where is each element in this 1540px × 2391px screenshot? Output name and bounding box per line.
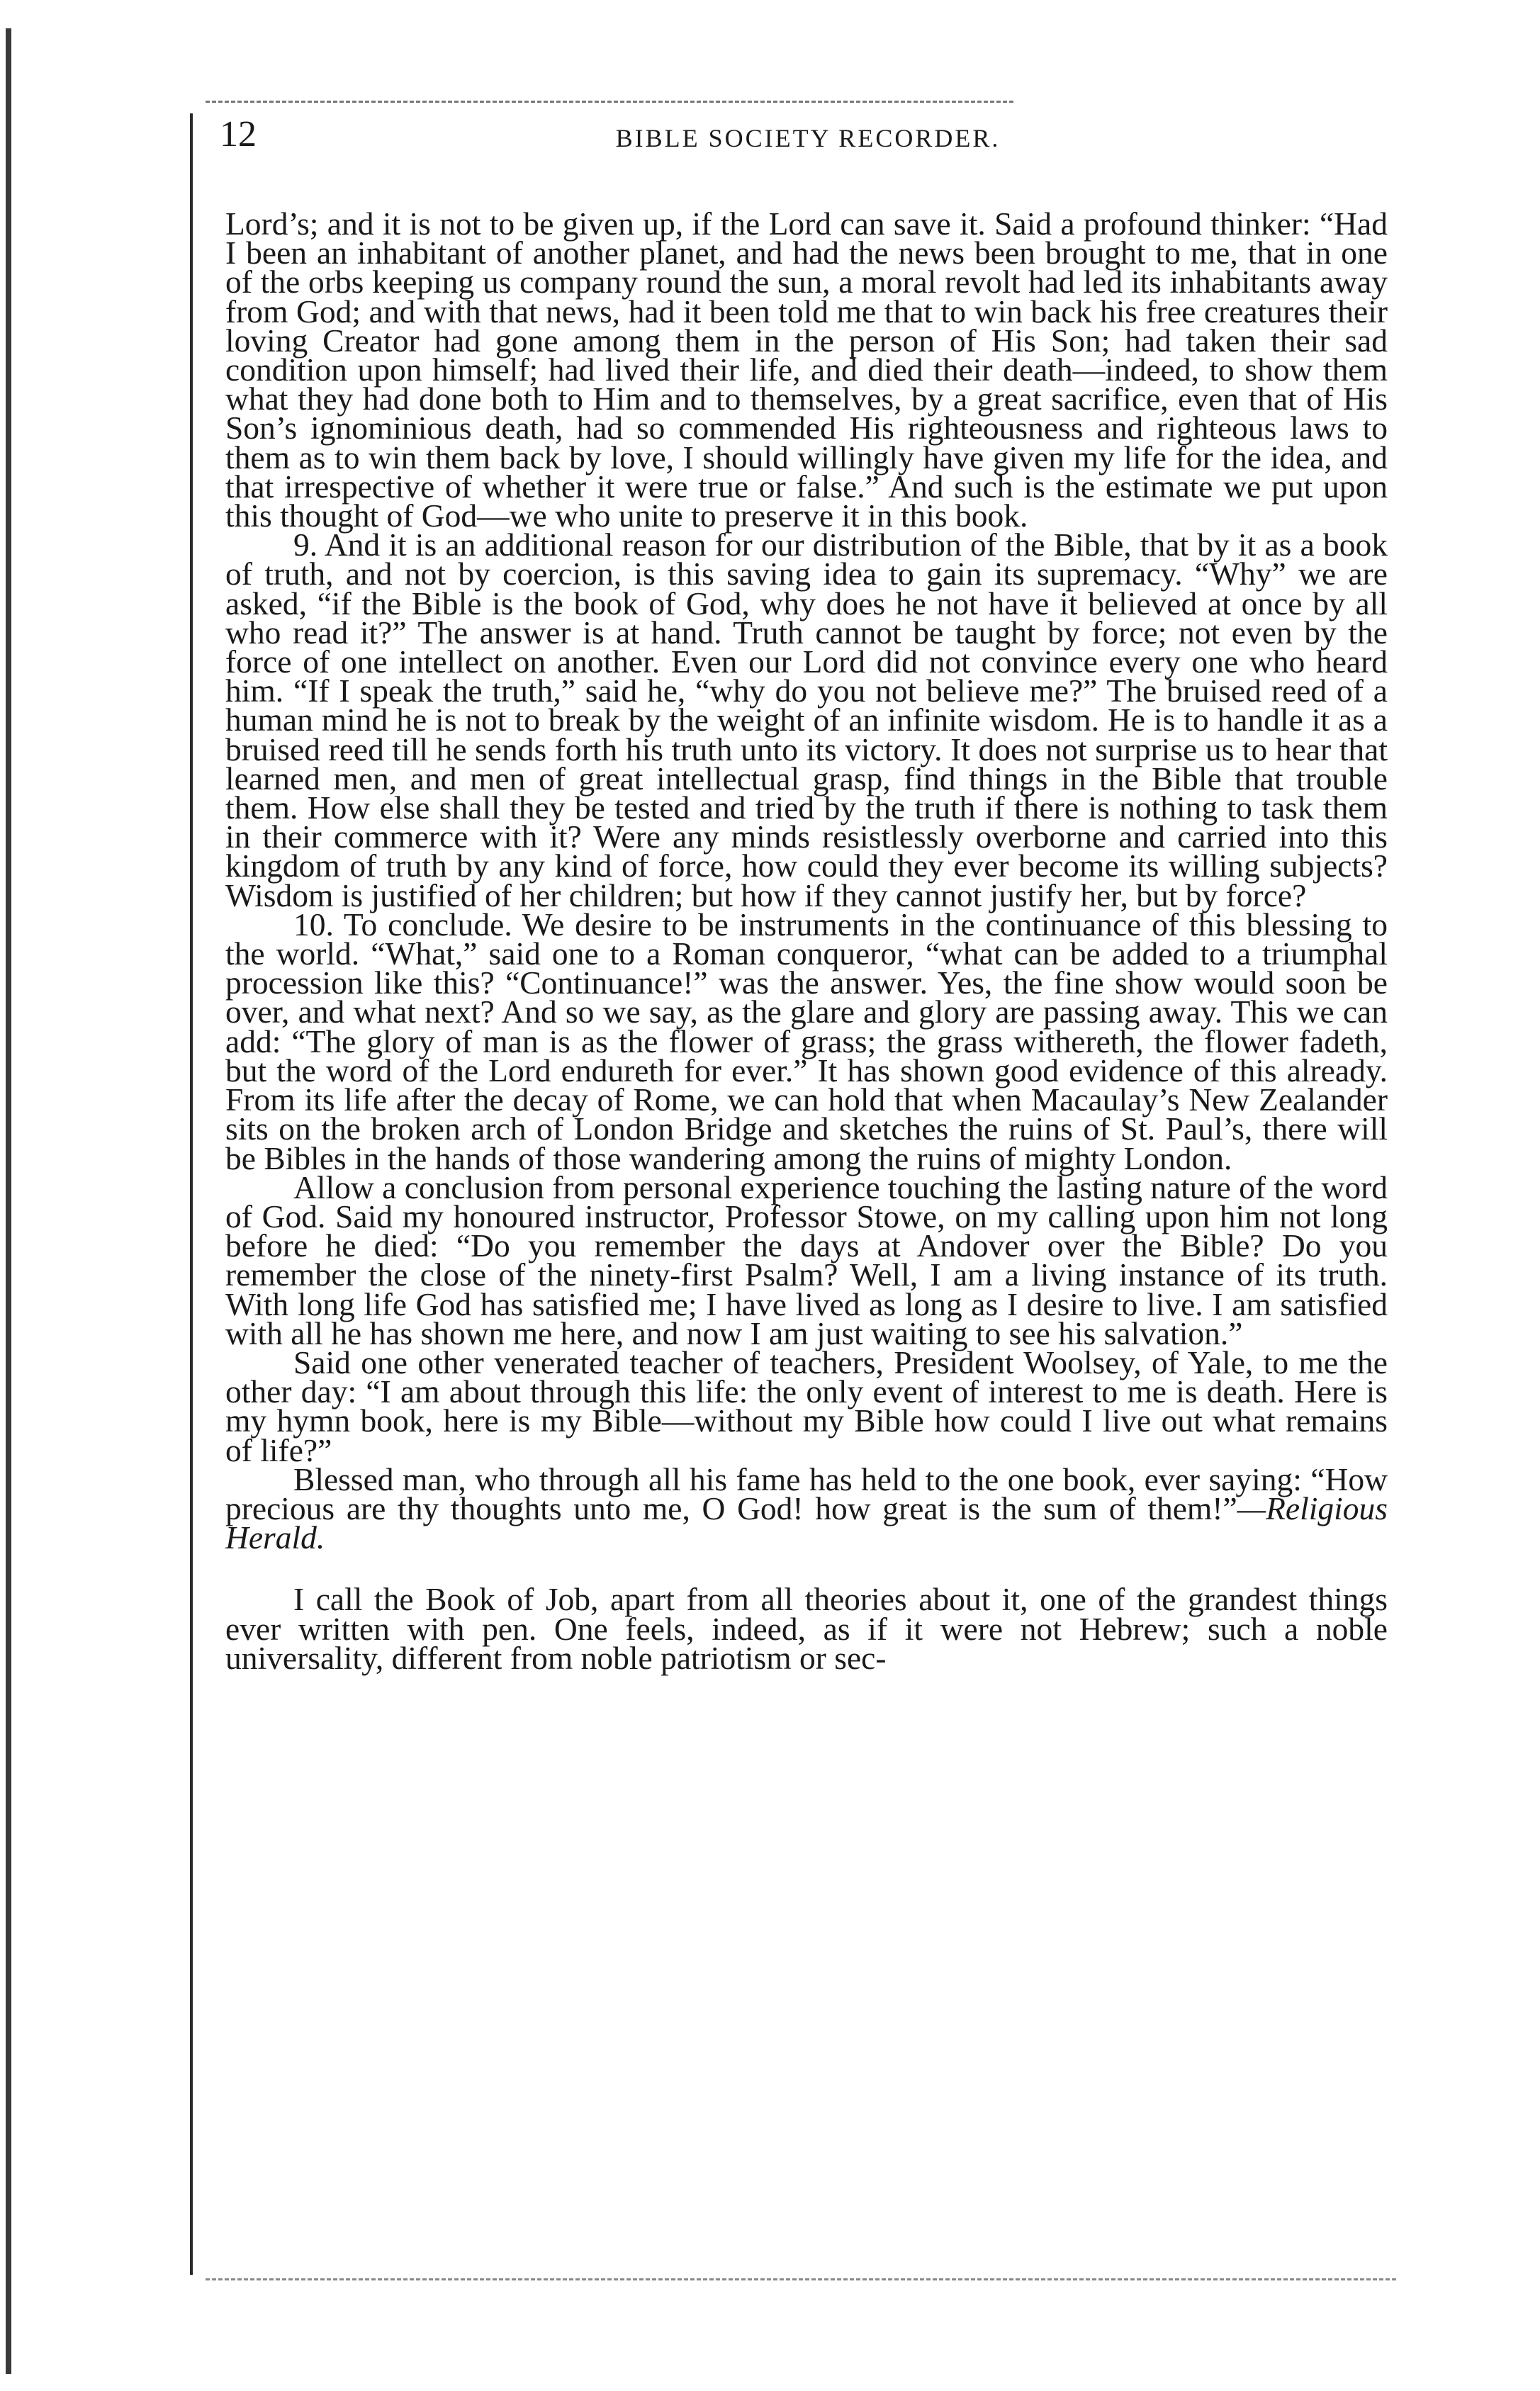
page-number: 12 [220,114,257,154]
paragraph: Allow a conclusion from personal experience touching the lasting nature of the word of God. Said my honoured instructor, Professor Stowe, on my calling upon him not long before he died: “Do you remember the days at Andover over the Bible? Do you remember the close of the ninety-first Psalm? Well, I am a living instance of its truth. With long life God has satisfied me; I have lived as long as I desire to live. I am satisfied with all he has shown me here, and now I am just waiting to see his salvation.” [225,1169,1388,1351]
left-margin-rule [190,113,193,2275]
paragraph: I call the Book of Job, apart from all theories about it, one of the grandest things ever written with pen. One feels, indeed, as if it were not Hebrew; such a noble universality, different from noble patriotism or sec- [225,1581,1388,1676]
page-header [220,106,1396,170]
paragraph-text: Blessed man, who through all his fame has held to the one book, ever saying: “How precious are thy thoughts unto me, O God! how great is the sum of them!” [225,1461,1388,1526]
paragraph: Lord’s; and it is not to be given up, if the Lord can save it. Said a profound thinker: “Had I been an inhabitant of another planet, and had the news been brought to me, that in one of the orbs keeping us company round the sun, a moral revolt had led its inhabitants away from God; and with that news, had it been told me that to win back his free creatures their loving Creator had gone among them in the person of His Son; had taken their sad condition upon himself; had lived their life, and died their death—indeed, to show them what they had done both to Him and to themselves, by a great sacrifice, even that of His Son’s ignominious death, had so commended His righteousness and righteous laws to them as to win them back by love, I should willingly have given my life for the idea, and that irrespective of whether it were true or false.” And such is the estimate we put upon this thought of God—we who unite to preserve it in this book. [225,206,1388,534]
article-body [225,206,1388,1676]
paragraph [225,1461,1388,1556]
paragraph: 9. And it is an additional reason for our distribution of the Bible, that by it as a book of truth, and not by coercion, is this saving idea to gain its supremacy. “Why” we are asked, “if the Bible is the book of God, why does he not have it believed at once by all who read it?” The answer is at hand. Truth cannot be taught by force; not even by the force of one intellect on another. Even our Lord did not convince every one who heard him. “If I speak the truth,” said he, “why do you not believe me?” The bruised reed of a human mind he is not to break by the weight of an infinite wisdom. He is to handle it as a bruised reed till he sends forth his truth unto its victory. It does not surprise us to hear that learned men, and men of great intellectual grasp, find things in the Bible that trouble them. How else shall they be tested and tried by the truth if there is nothing to task them in their commerce with it? Were any minds resistlessly overborne and carried into this kingdom of truth by any kind of force, how could they ever become its willing subjects? Wisdom is justified of her children; but how if they cannot justify her, but by force? [225,527,1388,913]
running-title: BIBLE SOCIETY RECORDER. [615,124,1001,152]
bottom-rule [206,2278,1396,2283]
scan-edge-left [6,28,11,2374]
paragraph: Said one other venerated teacher of teachers, President Woolsey, of Yale, to me the other day: “I am about through this life: the only event of interest to me is death. Here is my hymn book, here is my Bible—without my Bible how could I live out what remains of life?” [225,1344,1388,1468]
paragraph: 10. To conclude. We desire to be instruments in the continuance of this blessing to the world. “What,” said one to a Roman conqueror, “what can be added to a triumphal procession like this? “Continuance!” was the answer. Yes, the fine show would soon be over, and what next? And so we say, as the glare and glory are passing away. This we can add: “The glory of man is as the flower of grass; the grass withereth, the flower fadeth, but the word of the Lord endureth for ever.” It has shown good evidence of this already. From its life after the decay of Rome, we can hold that when Macaulay’s New Zealander sits on the broken arch of London Bridge and sketches the ruins of St. Paul’s, there will be Bibles in the hands of those wandering among the ruins of mighty London. [225,906,1388,1176]
source-credit: —Religious Herald. [225,1490,1388,1556]
top-rule [206,101,1013,105]
